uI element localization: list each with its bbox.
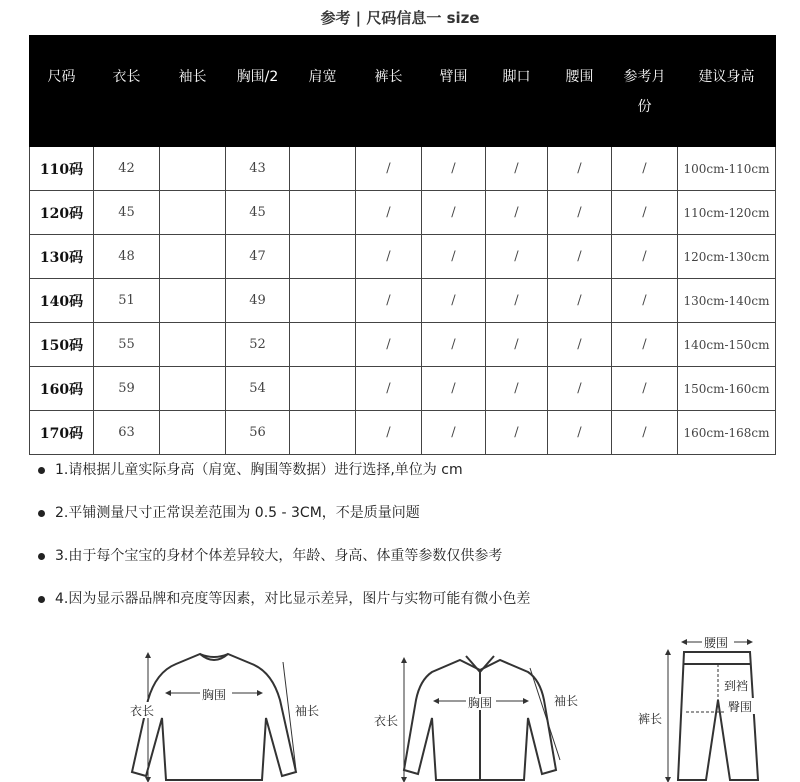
column-header: 臂围 bbox=[422, 36, 486, 147]
column-header: 胸围/2 bbox=[226, 36, 290, 147]
table-cell: / bbox=[356, 323, 422, 367]
note-text: 1.请根据儿童实际身高（肩宽、胸围等数据）进行选择,单位为 cm bbox=[55, 462, 463, 478]
bullet-icon bbox=[38, 596, 45, 603]
table-cell: 56 bbox=[226, 411, 290, 455]
table-cell bbox=[290, 235, 356, 279]
table-cell: 52 bbox=[226, 323, 290, 367]
page-title: 参考 | 尺码信息一 size bbox=[320, 9, 480, 27]
table-row bbox=[30, 235, 776, 279]
table-cell: 54 bbox=[226, 367, 290, 411]
table-cell: / bbox=[356, 411, 422, 455]
diagram-label: 衣长 bbox=[130, 704, 155, 718]
table-cell: 130cm-140cm bbox=[678, 279, 776, 323]
table-cell: / bbox=[548, 323, 612, 367]
size-cell: 150码 bbox=[30, 323, 94, 367]
table-cell: / bbox=[356, 147, 422, 191]
diagram-label: 袖长 bbox=[295, 704, 320, 718]
table-cell: / bbox=[612, 235, 678, 279]
table-row bbox=[30, 367, 776, 411]
table-cell: 49 bbox=[226, 279, 290, 323]
table-cell: 140cm-150cm bbox=[678, 323, 776, 367]
column-header: 袖长 bbox=[160, 36, 226, 147]
table-cell bbox=[160, 367, 226, 411]
note-item bbox=[38, 460, 530, 503]
bullet-icon bbox=[38, 467, 45, 474]
table-cell: 150cm-160cm bbox=[678, 367, 776, 411]
column-header: 裤长 bbox=[356, 36, 422, 147]
table-cell bbox=[160, 279, 226, 323]
table-cell bbox=[290, 411, 356, 455]
table-cell: / bbox=[612, 279, 678, 323]
column-header: 衣长 bbox=[94, 36, 160, 147]
size-cell: 140码 bbox=[30, 279, 94, 323]
size-cell: 170码 bbox=[30, 411, 94, 455]
note-text: 3.由于每个宝宝的身材个体差异较大，年龄、身高、体重等参数仅供参考 bbox=[55, 548, 503, 564]
size-cell: 120码 bbox=[30, 191, 94, 235]
column-header: 腰围 bbox=[548, 36, 612, 147]
table-cell: / bbox=[356, 279, 422, 323]
table-cell: / bbox=[486, 191, 548, 235]
note-item bbox=[38, 503, 530, 546]
table-cell: / bbox=[356, 191, 422, 235]
table-cell: / bbox=[548, 191, 612, 235]
table-cell: / bbox=[486, 235, 548, 279]
diagram-label: 胸围 bbox=[468, 696, 493, 710]
table-cell: 45 bbox=[226, 191, 290, 235]
note-item bbox=[38, 546, 530, 589]
table-cell bbox=[290, 367, 356, 411]
size-table bbox=[29, 35, 776, 455]
column-header: 脚口 bbox=[486, 36, 548, 147]
table-cell: / bbox=[612, 411, 678, 455]
table-cell: / bbox=[548, 367, 612, 411]
column-header: 尺码 bbox=[30, 36, 94, 147]
table-cell: / bbox=[486, 279, 548, 323]
table-cell: / bbox=[548, 279, 612, 323]
diagram-label: 到裆 bbox=[724, 679, 749, 693]
table-cell: / bbox=[612, 191, 678, 235]
table-row bbox=[30, 323, 776, 367]
diagram-label: 腰围 bbox=[704, 636, 729, 650]
table-cell: / bbox=[612, 367, 678, 411]
shirt-icon bbox=[404, 656, 556, 780]
table-cell: / bbox=[356, 235, 422, 279]
table-cell: / bbox=[486, 147, 548, 191]
table-cell: / bbox=[548, 147, 612, 191]
column-header: 建议身高 bbox=[678, 36, 776, 147]
table-cell: 55 bbox=[94, 323, 160, 367]
table-cell: / bbox=[486, 367, 548, 411]
table-cell: / bbox=[548, 235, 612, 279]
table-cell: 63 bbox=[94, 411, 160, 455]
table-cell bbox=[290, 147, 356, 191]
table-row bbox=[30, 191, 776, 235]
table-cell: / bbox=[422, 411, 486, 455]
table-cell bbox=[290, 323, 356, 367]
table-cell: / bbox=[548, 411, 612, 455]
size-cell: 130码 bbox=[30, 235, 94, 279]
table-row bbox=[30, 147, 776, 191]
diagram-label: 袖长 bbox=[554, 694, 579, 708]
size-cell: 160码 bbox=[30, 367, 94, 411]
size-cell: 110码 bbox=[30, 147, 94, 191]
table-cell bbox=[160, 323, 226, 367]
table-cell: / bbox=[422, 279, 486, 323]
table-cell: / bbox=[422, 367, 486, 411]
table-cell bbox=[160, 147, 226, 191]
table-cell: / bbox=[612, 147, 678, 191]
bullet-icon bbox=[38, 553, 45, 560]
table-cell: 100cm-110cm bbox=[678, 147, 776, 191]
table-cell: 59 bbox=[94, 367, 160, 411]
table-cell: 48 bbox=[94, 235, 160, 279]
diagram-label: 裤长 bbox=[638, 712, 663, 726]
table-cell: 45 bbox=[94, 191, 160, 235]
diagram-label: 衣长 bbox=[374, 714, 399, 728]
table-cell: / bbox=[356, 367, 422, 411]
table-row bbox=[30, 411, 776, 455]
bullet-icon bbox=[38, 510, 45, 517]
table-row bbox=[30, 279, 776, 323]
table-cell: / bbox=[422, 323, 486, 367]
measurement-diagram bbox=[0, 628, 800, 782]
note-text: 4.因为显示器品牌和亮度等因素，对比显示差异，图片与实物可能有微小色差 bbox=[55, 591, 531, 607]
table-cell: 42 bbox=[94, 147, 160, 191]
table-cell: 51 bbox=[94, 279, 160, 323]
table-cell: 43 bbox=[226, 147, 290, 191]
table-cell: / bbox=[486, 323, 548, 367]
table-cell: / bbox=[486, 411, 548, 455]
table-cell bbox=[160, 235, 226, 279]
column-header: 参考月份 bbox=[612, 36, 678, 147]
diagram-label: 臀围 bbox=[728, 700, 753, 714]
note-item bbox=[38, 589, 530, 632]
diagram-label: 胸围 bbox=[202, 688, 227, 702]
table-cell bbox=[160, 191, 226, 235]
table-cell: / bbox=[422, 147, 486, 191]
table-cell bbox=[160, 411, 226, 455]
note-text: 2.平铺测量尺寸正常误差范围为 0.5 - 3CM，不是质量问题 bbox=[55, 505, 420, 521]
table-cell: 120cm-130cm bbox=[678, 235, 776, 279]
table-cell: 47 bbox=[226, 235, 290, 279]
notes-list bbox=[38, 460, 530, 632]
table-cell: 110cm-120cm bbox=[678, 191, 776, 235]
table-cell bbox=[290, 279, 356, 323]
table-cell: / bbox=[422, 191, 486, 235]
table-cell: / bbox=[612, 323, 678, 367]
column-header: 肩宽 bbox=[290, 36, 356, 147]
table-cell: 160cm-168cm bbox=[678, 411, 776, 455]
table-cell: / bbox=[422, 235, 486, 279]
table-cell bbox=[290, 191, 356, 235]
